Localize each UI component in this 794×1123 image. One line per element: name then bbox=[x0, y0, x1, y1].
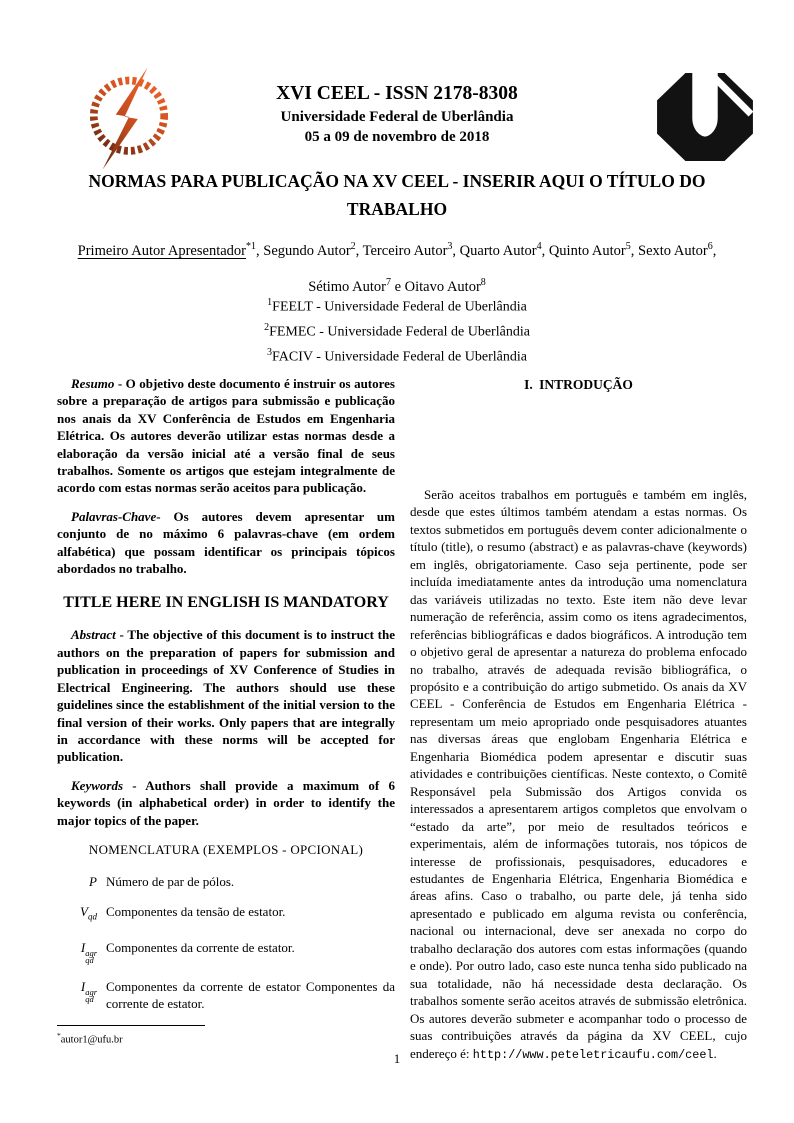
nomenclature-item bbox=[57, 978, 395, 1012]
nomenclature-symbol: P bbox=[89, 873, 97, 889]
nomenclature-definition: Número de par de pólos. bbox=[106, 873, 235, 889]
introduction-paragraph: Serão aceitos trabalhos em português e também em inglês, desde que estes últimos também atendam a estas normas. Os textos submetidos em português devem conter adicionalmente o título (title), o resumo (abstract) e as palavras-chave (keywords) em inglês, obrigatoriamente. Caso seja pertinente, pode ser incluída imediatamente antes da introdução uma nomenclatura das variáveis utilizadas no texto. Este item não deve levar numeração de referência, assim como os itens agradecimentos, referências bibliográficas e dados biográficos. A introdução tem o objetivo geral de apresentar a natureza do problema enfocado no trabalho, através de adequada revisão bibliográfica, o propósito e a contribuição do artigo submetido. Os anais da XV CEEL - Conferência de Estudos em Engenharia Elétrica - representam um meio apropriado onde pesquisadores atuantes nas diversas áreas que englobam Engenharia Elétrica e Engenharia Biomédica podem apresentar e discutir suas atividades e contribuições científicas. Neste contexto, o Comitê Responsável pela Submissão dos Artigos convida os interessados a apresentarem artigos completos que envolvam o “estado da arte”, por meio de resultados teóricos e experimentais, além de informações tutorais, nos tópicos de interesse de profissionais, pesquisadores, educadores e estudantes de Engenharia Elétrica, Engenharia Biomédica e áreas afins. Caso o trabalho, ou parte dele, já tenha sido apresentado e publicado em alguma revista ou conferência, nacional ou internacional, deve ser anexada no corpo do trabalho declaração dos autores com estas informações (quando e onde). Por outro lado, caso este nunca tenha sido publicado na sua totalidade, não há necessidade desta declaração. Os trabalhos somente serão aceitos através de submissão eletrônica. Os autores deverão submeter e acompanhar todo o processo de suas contribuições através da página da XV CEEL, cujo endereço é: http://www.peteletricaufu.com/ceel. bbox=[410, 487, 747, 1062]
introduction-heading: I. INTRODUÇÃO bbox=[524, 377, 633, 392]
nomenclature-item bbox=[57, 939, 395, 965]
introduction-text: Serão aceitos trabalhos em português e também em inglês, desde que estes últimos também atendam a estas normas. Os textos submetidos em português devem conter adicionalmente o título (title), o resumo (abstract) e as palavras-chave (keywords) em inglês, obrigatoriamente. Caso seja pertinente, pode ser incluída imediatamente antes da introdução uma nomenclatura das variáveis utilizadas no texto. Este item não deve levar numeração de referência, assim como os itens agradecimentos, referências bibliográficas e dados biográficos. A introdução tem o objetivo geral de apresentar a natureza do problema enfocado no trabalho, através de adequada revisão bibliográfica, o propósito e a contribuição do artigo submetido. Os anais da XV CEEL - Conferência de Estudos em Engenharia Elétrica - representam um meio apropriado onde pesquisadores atuantes nas diversas áreas que englobam Engenharia Elétrica e Engenharia Biomédica podem apresentar e discutir suas atividades e contribuições científicas. Neste contexto, o Comitê Responsável pela Submissão dos Artigos convida os interessados a apresentarem artigos completos que envolvam o “estado da arte”, por meio de resultados teóricos e experimentais, além de informações tutorais, nos tópicos de interesse de profissionais, pesquisadores, educadores e estudantes de Engenharia Elétrica, Engenharia Biomédica e áreas afins. Caso o trabalho, ou parte dele, já tenha sido apresentado e publicado em alguma revista ou conferência, nacional ou internacional, deve ser anexada no corpo do trabalho declaração dos autores com estas informações (quando e onde). Por outro lado, caso este nunca tenha sido publicado na sua totalidade, não há necessidade desta declaração. Os trabalhos somente serão aceitos através de submissão eletrônica. Os autores deverão submeter e acompanhar todo o processo de suas contribuições através da página da XV CEEL, cujo endereço é: bbox=[410, 487, 747, 1061]
abstract-text: The objective of this document is to instruct the authors on the preparation of papers for submission and publication in proceedings of XV Conference of Studies in Electrical Engineering. The authors should use these guidelines since the establishment of the initial version to the final version of their works. Only papers that are integrally in accordance with these norms will be accepted for publication. bbox=[57, 627, 395, 765]
english-title-heading: TITLE HERE IN ENGLISH IS MANDATORY bbox=[63, 594, 389, 612]
author-name: Primeiro Autor Apresentador$^{*1}$, bbox=[77, 241, 264, 259]
conference-title: XVI CEEL - ISSN 2178-8308 bbox=[276, 83, 518, 104]
nomenclature-symbol: $V_{qd}$ bbox=[80, 903, 97, 922]
keywords-paragraph: Keywords - Authors shall provide a maximum of 6 keywords (in alphabetical order) in order to identify the major topics of the paper. bbox=[57, 777, 395, 828]
paper-title: NORMAS PARA PUBLICAÇÃO NA XV CEEL - INSERIR AQUI O TÍTULO DO TRABALHO bbox=[88, 171, 706, 219]
nomenclature-item bbox=[57, 873, 395, 890]
nomenclature-heading: NOMENCLATURA (EXEMPLOS - OPCIONAL) bbox=[88, 841, 364, 857]
keywords-text: Authors shall provide a maximum of 6 keywords (in alphabetical order) in order to identify the major topics of the paper. bbox=[57, 777, 395, 828]
ceel-lightning-gear-logo-icon bbox=[74, 64, 184, 174]
conference-institution: Universidade Federal de Uberlândia bbox=[280, 109, 514, 125]
nomenclature-symbol: I agr qd bbox=[80, 939, 97, 966]
author-footnote: *autor1@ufu.br bbox=[57, 1025, 395, 1048]
nomenclature-definition: Componentes da tensão de estator. bbox=[106, 903, 286, 919]
author-name: Terceiro Autor$^3$, bbox=[362, 241, 460, 259]
palavras-chave-paragraph: Palavras-Chave- Os autores devem apresentar um conjunto de no máximo 6 palavras-chave (em ordem alfabética) que possam identificar os principais tópicos abordados no trabalho. bbox=[57, 508, 395, 577]
resumo-lead: Resumo bbox=[71, 376, 115, 391]
affiliation-list bbox=[57, 293, 737, 368]
nomenclature-item bbox=[57, 903, 395, 926]
ceel-url-link[interactable]: http://www.peteletricaufu.com/ceel bbox=[472, 1047, 714, 1062]
palavras-chave-text: Os autores devem apresentar um conjunto de no máximo 6 palavras-chave (em ordem alfabética) que possam identificar os principais tópicos abordados no trabalho. bbox=[57, 508, 395, 577]
author-name: Sexto Autor$^6$, bbox=[638, 241, 717, 259]
body-columns bbox=[57, 375, 747, 1064]
nomenclature-definition: Componentes da corrente de estator. bbox=[106, 939, 295, 955]
affiliation-line: $^2$FEMEC - Universidade Federal de Uberlândia bbox=[264, 322, 530, 340]
author-name: Quarto Autor$^4$, bbox=[459, 241, 549, 259]
abstract-paragraph: Abstract - The objective of this document is to instruct the authors on the preparation of papers for submission and publication in proceedings of XV Conference of Studies in Electrical Engineering. The authors should use these guidelines since the establishment of the initial version to the final version of their works. Only papers that are integrally in accordance with these norms will be accepted for publication. bbox=[57, 627, 395, 765]
author-list bbox=[57, 231, 737, 303]
ufu-logo-icon bbox=[656, 72, 754, 162]
author-name: Sétimo Autor$^7$ e bbox=[308, 276, 405, 295]
right-column bbox=[410, 375, 747, 1064]
palavras-chave-lead: Palavras-Chave bbox=[71, 508, 157, 524]
affiliation-line: $^1$FEELT - Universidade Federal de Uberlândia bbox=[267, 297, 527, 315]
left-column bbox=[57, 375, 395, 1064]
nomenclature-list bbox=[57, 873, 395, 1012]
footnote-email: autor1@ufu.br bbox=[60, 1034, 123, 1046]
resumo-text: O objetivo deste documento é instruir os autores sobre a preparação de artigos para submissão e publicação nos anais da XV Conferência de Estudos em Engenharia Elétrica. Os autores deverão utilizar estas normas desde a elaboração da versão inicial até a versão final de seus trabalhos. Somente os artigos que estejam integralmente de acordo com estas normas serão aceitos para publicação. bbox=[57, 376, 395, 496]
nomenclature-definition: Componentes da corrente de estator Componentes da corrente de estator. bbox=[106, 978, 395, 1011]
page-number: 1 bbox=[393, 1052, 401, 1066]
author-name: Segundo Autor$^2$, bbox=[263, 241, 363, 259]
conference-dates: 05 a 09 de novembro de 2018 bbox=[304, 129, 490, 145]
keywords-lead: Keywords bbox=[71, 777, 123, 793]
conference-header bbox=[197, 82, 597, 147]
nomenclature-symbol: I agr qd bbox=[80, 978, 97, 1005]
footnote-rule bbox=[57, 1025, 205, 1026]
author-name: Oitavo Autor$^8$ bbox=[404, 276, 486, 295]
author-name: Quinto Autor$^5$, bbox=[548, 241, 639, 259]
resumo-paragraph: Resumo - O objetivo deste documento é instruir os autores sobre a preparação de artigos para submissão e publicação nos anais da XV Conferência de Estudos em Engenharia Elétrica. Os autores deverão utilizar estas normas desde a elaboração da versão inicial até a versão final de seus trabalhos. Somente os artigos que estejam integralmente de acordo com estas normas serão aceitos para publicação. bbox=[57, 376, 395, 496]
abstract-lead: Abstract bbox=[71, 627, 116, 643]
affiliation-line: $^3$FACIV - Universidade Federal de Uberlândia bbox=[267, 347, 527, 365]
